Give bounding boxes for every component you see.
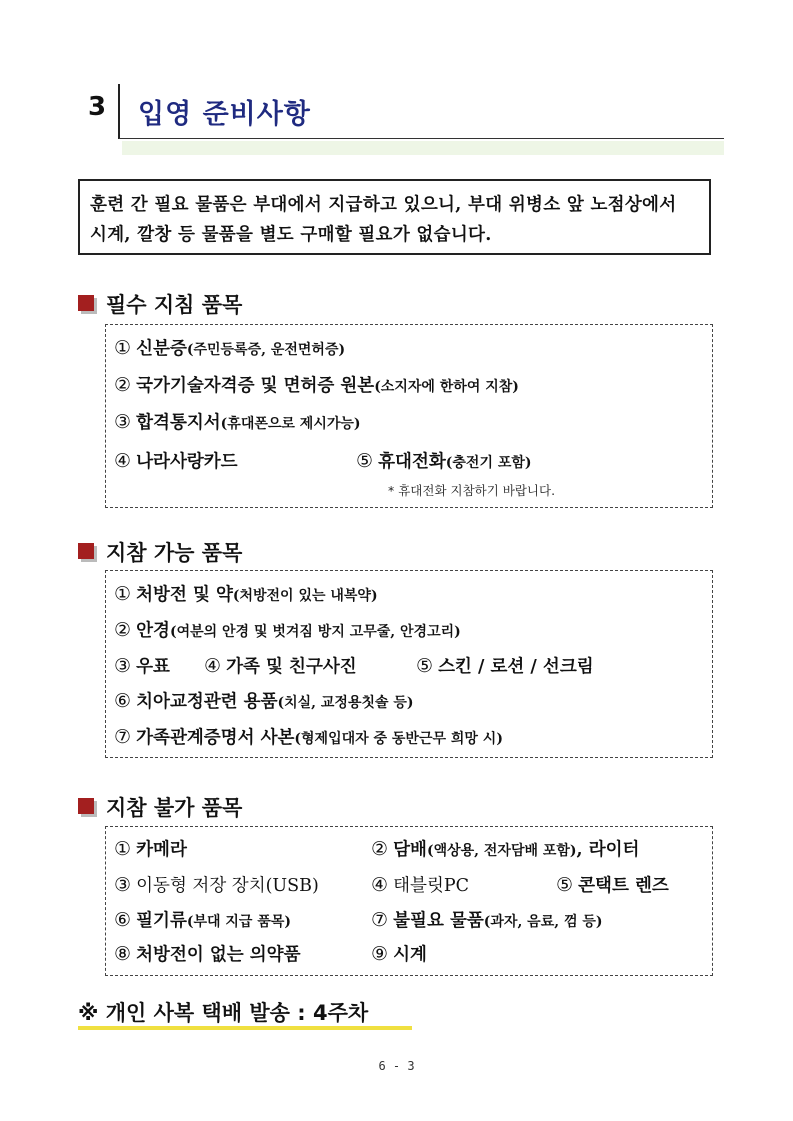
intro-notice-box bbox=[78, 179, 711, 255]
allowed-items-box bbox=[105, 570, 713, 758]
list-item: ③ 합격통지서(휴대폰으로 제시가능) bbox=[114, 411, 361, 433]
intro-line-1: 훈련 간 필요 물품은 부대에서 지급하고 있으니, 부대 위병소 앞 노점상에서 bbox=[90, 195, 677, 215]
list-item: ① 신분증(주민등록증, 운전면허증) bbox=[114, 337, 346, 359]
chapter-divider bbox=[118, 84, 120, 139]
required-note: * 휴대전화 지참하기 바랍니다. bbox=[388, 483, 556, 498]
list-item: ③ 이동형 저장 장치(USB) bbox=[114, 874, 319, 896]
chapter-band bbox=[122, 141, 724, 155]
list-item: ⑦ 가족관계증명서 사본(형제입대자 중 동반근무 희망 시) bbox=[114, 726, 503, 748]
intro-line-2: 시계, 깔창 등 물품을 별도 구매할 필요가 없습니다. bbox=[90, 225, 492, 245]
list-item: ① 처방전 및 약(처방전이 있는 내복약) bbox=[114, 583, 378, 605]
list-item: ④ 나라사랑카드 bbox=[114, 450, 238, 472]
list-item: ⑥ 치아교정관련 용품(치실, 교정용칫솔 등) bbox=[114, 690, 414, 712]
page-number: 6 - 3 bbox=[378, 1059, 415, 1073]
list-item: ④ 가족 및 친구사진 bbox=[204, 655, 357, 677]
list-item: ⑦ 불필요 물품(과자, 음료, 껌 등) bbox=[371, 909, 603, 931]
chapter-title: 입영 준비사항 bbox=[138, 99, 311, 130]
prohibited-items-box bbox=[105, 826, 713, 976]
required-items-box bbox=[105, 324, 713, 508]
list-item: ② 국가기술자격증 및 면허증 원본(소지자에 한하여 지참) bbox=[114, 374, 519, 396]
list-item: ⑨ 시계 bbox=[371, 943, 427, 965]
list-item: ④ 태블릿PC bbox=[371, 874, 470, 896]
list-item: ⑤ 휴대전화(충전기 포함) bbox=[356, 450, 532, 472]
section-title: 필수 지침 품목 bbox=[106, 293, 243, 317]
section-title: 지참 불가 품목 bbox=[106, 796, 243, 820]
chapter-number: 3 bbox=[88, 92, 107, 122]
list-item: ② 안경(여분의 안경 및 벗겨짐 방지 고무줄, 안경고리) bbox=[114, 619, 461, 641]
footer-note: ※ 개인 사복 택배 발송 : 4주차 bbox=[78, 1001, 369, 1025]
list-item: ⑥ 필기류(부대 지급 품목) bbox=[114, 909, 291, 931]
list-item: ⑤ 콘택트 렌즈 bbox=[556, 874, 669, 896]
section-square-icon bbox=[78, 295, 94, 311]
list-item: ⑧ 처방전이 없는 의약품 bbox=[114, 943, 301, 965]
list-item: ③ 우표 bbox=[114, 655, 170, 677]
section-square-icon bbox=[78, 798, 94, 814]
section-title: 지참 가능 품목 bbox=[106, 541, 243, 565]
list-item: ⑤ 스킨 / 로션 / 선크림 bbox=[416, 655, 594, 677]
list-item: ② 담배(액상용, 전자담배 포함), 라이터 bbox=[371, 838, 640, 860]
chapter-underline bbox=[119, 138, 724, 139]
list-item: ① 카메라 bbox=[114, 838, 187, 860]
section-square-icon bbox=[78, 543, 94, 559]
